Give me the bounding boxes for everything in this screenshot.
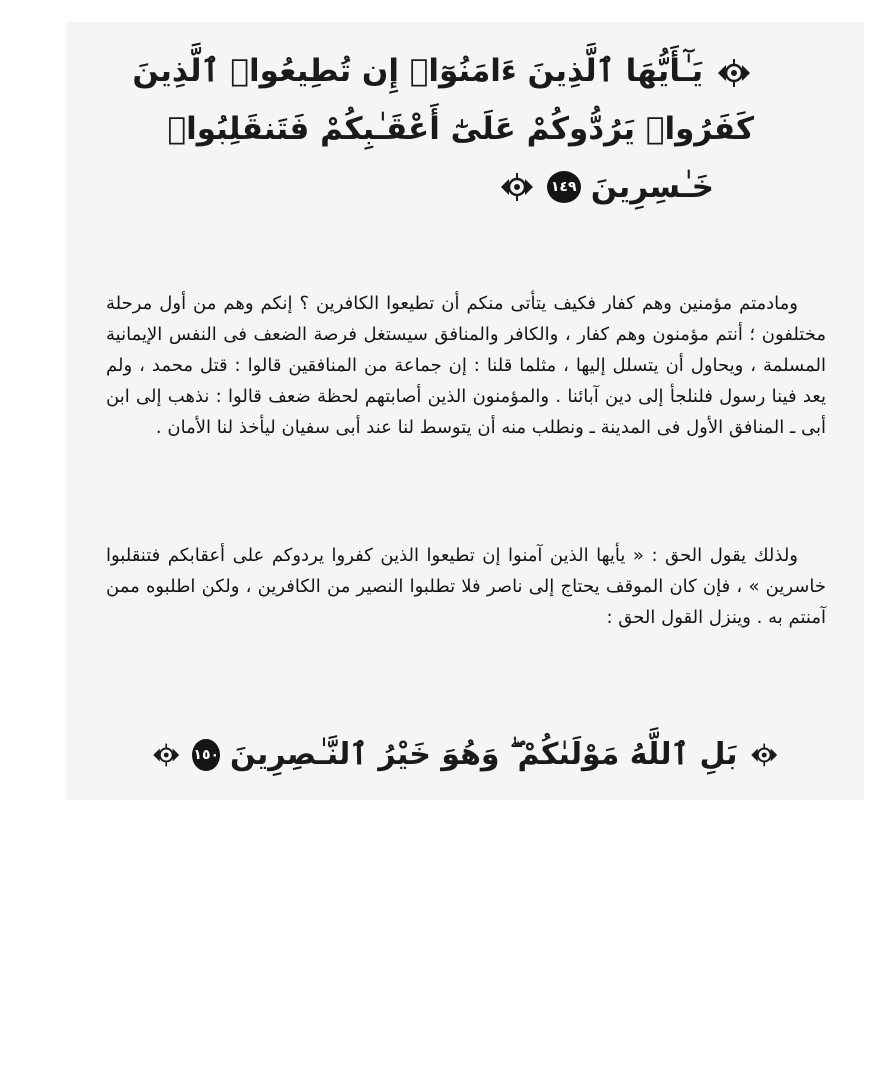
ayah-number-badge: ١٥٠ (192, 739, 220, 771)
verse-149 (132, 42, 754, 216)
ornament-icon (150, 737, 182, 773)
ornament-icon (714, 55, 754, 91)
verse-149-line-3-text: خَـٰسِرِينَ (590, 169, 714, 205)
scanned-page (66, 22, 864, 800)
verse-149-line-1-text: يَـٰٓأَيُّهَا ٱلَّذِينَ ءَامَنُوٓا۟ إِن تُطِيعُوا۟ ٱلَّذِينَ (132, 53, 704, 89)
verse-150 (150, 730, 780, 780)
ornament-icon (497, 169, 537, 205)
verse-150-text: بَلِ ٱللَّهُ مَوْلَىٰكُمْ ۖ وَهُوَ خَيْرُ ٱلنَّـٰصِرِينَ (230, 737, 738, 772)
verse-149-line-1 (132, 42, 754, 100)
commentary-paragraph-2 (106, 540, 826, 633)
verse-149-line-3 (176, 158, 754, 216)
ayah-number-badge: ١٤٩ (547, 171, 581, 203)
ornament-icon (748, 737, 780, 773)
commentary-paragraph-1 (106, 288, 826, 443)
verse-149-line-2: كَفَرُوا۟ يَرُدُّوكُمْ عَلَىٰٓ أَعْقَـٰبِكُمْ فَتَنقَلِبُوا۟ (167, 111, 754, 147)
paragraph-text: ومادمتم مؤمنين وهم كفار فكيف يتأتى منكم أن تطيعوا الكافرين ؟ إنكم وهم من أول مرحلة مختلفون ؛ أنتم مؤمنون وهم كفار ، والكافر والمنافق سيستغل فرصة الضعف فى النفس الإيمانية المسلمة ، ويحاول أن يتسلل إليها ، مثلما قلنا : إن جماعة من المنافقين قالوا : قتل محمد ، ولم يعد فينا رسول فلنلجأ إلى دين آبائنا . والمؤمنون الذين أصابتهم لحظة ضعف قالوا : نذهب إلى ابن أبى ـ المنافق الأول فى المدينة ـ ونطلب منه أن يتوسط لنا عند أبى سفيان ليأخذ لنا الأمان . (106, 293, 826, 438)
paragraph-text: ولذلك يقول الحق : « يأيها الذين آمنوا إن تطيعوا الذين كفروا يردوكم على أعقابكم فتنقلبوا خاسرين » ، فإن كان الموقف يحتاج إلى ناصر فلا تطلبوا النصير من الكافرين ، ولكن اطلبوه ممن آمنتم به . وينزل القول الحق : (106, 545, 826, 628)
